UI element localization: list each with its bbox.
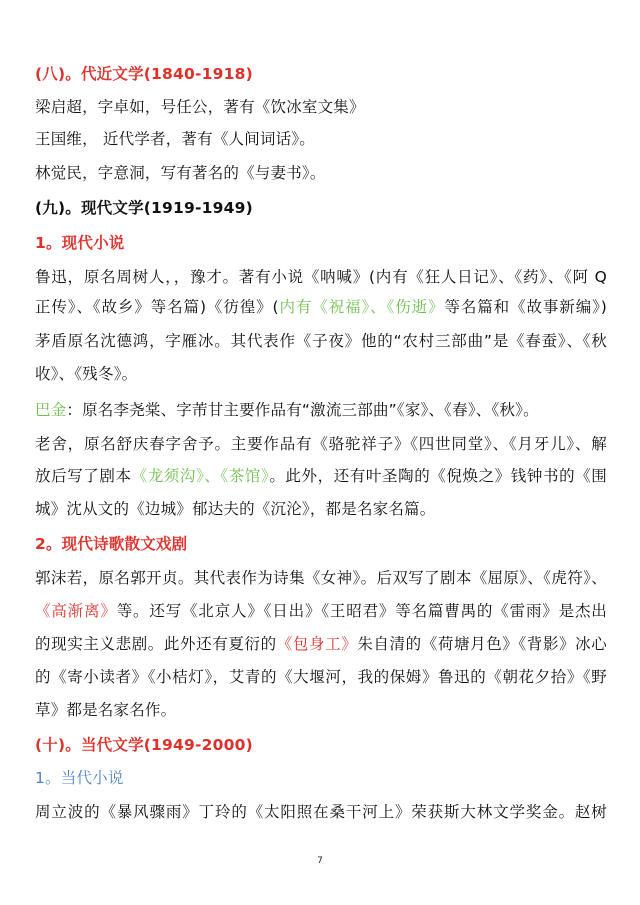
text-segment: 朱自清的《荷塘月色》《背影》冰心 [357,635,607,653]
text-line [35,97,607,117]
text-segment: 等名篇和《故事新编》) [444,298,608,316]
text-segment: 《龙须沟》、《茶馆》 [131,467,270,485]
text-line [35,400,607,420]
text-line [35,802,607,822]
text-segment: 《包身工》 [276,635,358,653]
text-segment: 的现实主义悲剧。此外还有夏衍的 [35,635,277,653]
section-heading-9 [35,198,607,218]
text-segment: 梁启超，字卓如，号任公，著有《饮冰室文集》 [35,98,365,116]
text-line [35,297,607,317]
subheading-modern-fiction [35,233,607,253]
text-segment: (九)。现代文学(1919-1949) [35,199,253,217]
text-segment: 王国维， 近代学者，著有《人间词话》。 [35,130,315,148]
text-line [35,700,607,720]
text-segment: 收》、《残冬》。 [35,365,138,383]
text-segment: 放后写了剧本 [35,467,132,485]
text-segment: 内有《祝福》、《伤逝》 [278,298,445,316]
text-segment: 草》都是名家名作。 [35,701,177,719]
text-segment: (十)。当代文学(1949-2000) [35,736,253,754]
text-segment: 《高渐离》 [35,602,117,620]
text-line [35,163,607,183]
text-segment: 等。还写《北京人》《日出》《王昭君》等名篇曹禺的《雷雨》是杰出 [116,602,607,620]
text-line [35,364,607,384]
subheading-contemporary-fiction [35,768,607,788]
section-heading-10 [35,735,607,755]
page-number: 7 [317,856,323,866]
text-segment: 郭沫若，原名郭开贞。其代表作为诗集《女神》。后双写了剧本《屈原》、《虎符》、 [35,569,607,587]
text-segment: 正传》、《故乡》等名篇)《彷徨》( [35,298,279,316]
text-line [35,499,607,519]
text-segment: 周立波的《暴风骤雨》丁玲的《太阳照在桑干河上》荣获斯大林文学奖金。赵树 [35,803,607,821]
text-segment: 茅盾原名沈德鸿，字雁冰。其代表作《子夜》他的“农村三部曲”是《春蚕》、《秋 [35,332,607,350]
text-segment: 2。现代诗歌散文戏剧 [35,535,188,553]
text-segment: 城》沈从文的《边城》郁达夫的《沉沦》，都是名家名篇。 [35,500,436,518]
text-line [35,568,607,588]
section-heading-8 [35,64,607,84]
text-segment: 老舍，原名舒庆春字舍予。主要作品有《骆驼祥子》《四世同堂》、《月牙儿》、解 [35,435,607,453]
text-line [35,667,607,687]
text-line [35,634,607,654]
text-line [35,331,607,351]
subheading-modern-poetry-drama [35,534,607,554]
text-line [35,434,607,454]
text-segment: 的《寄小读者》《小桔灯》，艾青的《大堰河，我的保姆》鲁迅的《朝花夕拾》《野 [35,668,607,686]
text-segment: (八)。代近文学(1840-1918) [35,65,253,83]
text-segment: 巴金 [35,401,67,419]
text-line [35,601,607,621]
text-line [35,466,607,486]
text-line [35,129,607,149]
text-line [35,267,607,287]
text-segment: 鲁迅，原名周树人，，豫才。著有小说《呐喊》(内有《狂人日记》、《药》、《阿 Q [35,268,607,286]
text-segment: 1。现代小说 [35,234,125,252]
text-segment: 1。当代小说 [35,769,124,787]
text-segment: 林觉民，字意洞，写有著名的《与妻书》。 [35,164,326,182]
text-segment: 。此外，还有叶圣陶的《倪焕之》钱钟书的《围 [269,467,607,485]
text-segment: ：原名李尧棠、字芾甘主要作品有“激流三部曲”《家》、《春》、《秋》。 [66,401,539,419]
